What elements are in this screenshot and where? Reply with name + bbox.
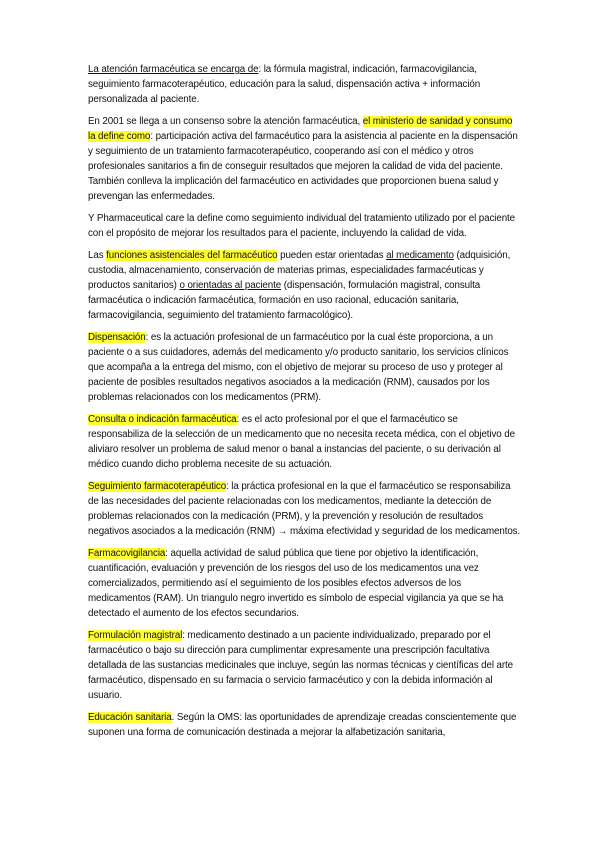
consenso-highlight: el ministerio de sanidad y consumo la define como	[88, 115, 513, 142]
consulta-text: : es el acto profesional por el que el farmacéutico se responsabiliza de la selección de un medicamento que no necesita receta médica, con el objetivo de aliviaro resolver un problema de salud menor o banal a instancias del paciente, o su derivación al médico cuando dicho problema necesite de su actuación.	[88, 413, 515, 471]
farmacovigilancia-text: : aquella actividad de salud pública que tiene por objetivo la identificación, cuantificación, evaluación y prevención de los riesgos del uso de los medicamentos una vez comercializados, permitiendo así el seguimiento de los posibles efectos adversos de los medicamentos (RAM). Un triangulo negro invertido es símbolo de especial vigilancia ya que se ha detectado el aumento de los efectos secundarios.	[88, 547, 504, 620]
paragraph-farmacovigilancia	[88, 546, 521, 621]
paragraph-consenso	[88, 114, 521, 205]
seguimiento-text: : la práctica profesional en la que el farmacéutico se responsabiliza de las necesidades del paciente relacionadas con los medicamentos, mediante la detección de problemas relacionados con la medicación (PRM), y la prevención y resolución de resultados negativos asociados a la medicación (RNM) → máxima efectividad y seguridad de los medicamentos.	[88, 480, 521, 538]
consenso-after: : participación activa del farmacéutico para la asistencia al paciente en la dispensación y seguimiento de un tratamiento farmacoterapéutico, cooperando así con el médico y otros profesionales sanitarios a fin de conseguir resultados que mejoren la calidad de vida del paciente. También conlleva la implicación del farmacéutico en actividades que proporcionen buena salud y prevengan las enfermedades.	[88, 130, 518, 203]
farmacovigilancia-term: Farmacovigilancia	[88, 547, 166, 559]
consulta-term: Consulta o indicación farmacéutica	[88, 413, 237, 425]
formulacion-text: : medicamento destinado a un paciente individualizado, preparado por el farmacéutico o bajo su dirección para cumplimentar expresamente una prescripción facultativa detallada de las sustancias medicinales que incluye, según las normas técnicas y científicas del arte farmacéutico, dispensado en su farmacia o servicio farmacéutico y con la debida información al usuario.	[88, 629, 514, 702]
paragraph-educacion	[88, 710, 521, 740]
funciones-underline-medicamento: al medicamento	[386, 249, 454, 261]
funciones-middle2: (adquisición, custodia, almacenamiento, conservación de materias primas, especialidades farmacéuticas y productos sanitarios)	[88, 249, 511, 291]
educacion-text: . Según la OMS: las oportunidades de aprendizaje creadas conscientemente que suponen una forma de comunicación destinada a mejorar la alfabetización sanitaria,	[88, 712, 517, 739]
formulacion-term: Formulación magistral	[88, 629, 183, 641]
dispensacion-text: : es la actuación profesional de un farmacéutico por la cual éste proporciona, a un paciente o a sus cuidadores, además del medicamento y/o producto sanitario, los servicios clínicos que acompaña a la entrega del mismo, con el objetivo de mejorar su proceso de uso y proteger al paciente de posibles resultados negativos asociados a la medicación (RNM), causados por los problemas relacionados con los medicamentos (PRM).	[88, 331, 509, 404]
paragraph-intro	[88, 62, 521, 107]
funciones-underline-paciente: o orientadas al paciente	[179, 280, 282, 291]
seguimiento-term: Seguimiento farmacoterapéutico	[88, 480, 227, 492]
funciones-after: (dispensación, formulación magistral, consulta farmacéutica o indicación farmacéutica, formación en uso racional, educación sanitaria, farmacovigilancia, seguimiento del tratamiento farmacológico).	[88, 280, 481, 322]
funciones-middle1: pueden estar orientadas	[277, 249, 387, 261]
paragraph-formulacion	[88, 628, 521, 703]
intro-text: : la fórmula magistral, indicación, farmacovigilancia, seguimiento farmacoterapéutico, educación para la salud, dispensación activa + información personalizada al paciente.	[88, 64, 481, 106]
funciones-before: Las	[88, 249, 107, 261]
paragraph-funciones	[88, 248, 521, 323]
dispensacion-term: Dispensación	[88, 331, 146, 343]
educacion-term: Educación sanitaria	[88, 712, 172, 723]
pharmaceutical-care-text: Y Pharmaceutical care la define como seguimiento individual del tratamiento utilizado por el paciente con el propósito de mejorar los resultados para el paciente, incluyendo la calidad de vida.	[88, 213, 516, 240]
paragraph-pharmaceutical-care	[88, 211, 521, 241]
funciones-highlight: funciones asistenciales del farmacéutico	[106, 249, 278, 261]
paragraph-seguimiento	[88, 479, 521, 539]
intro-lead: La atención farmacéutica se encarga de	[88, 64, 259, 75]
consenso-before: En 2001 se llega a un consenso sobre la atención farmacéutica,	[88, 115, 363, 127]
paragraph-consulta	[88, 412, 521, 472]
paragraph-dispensacion	[88, 330, 521, 405]
